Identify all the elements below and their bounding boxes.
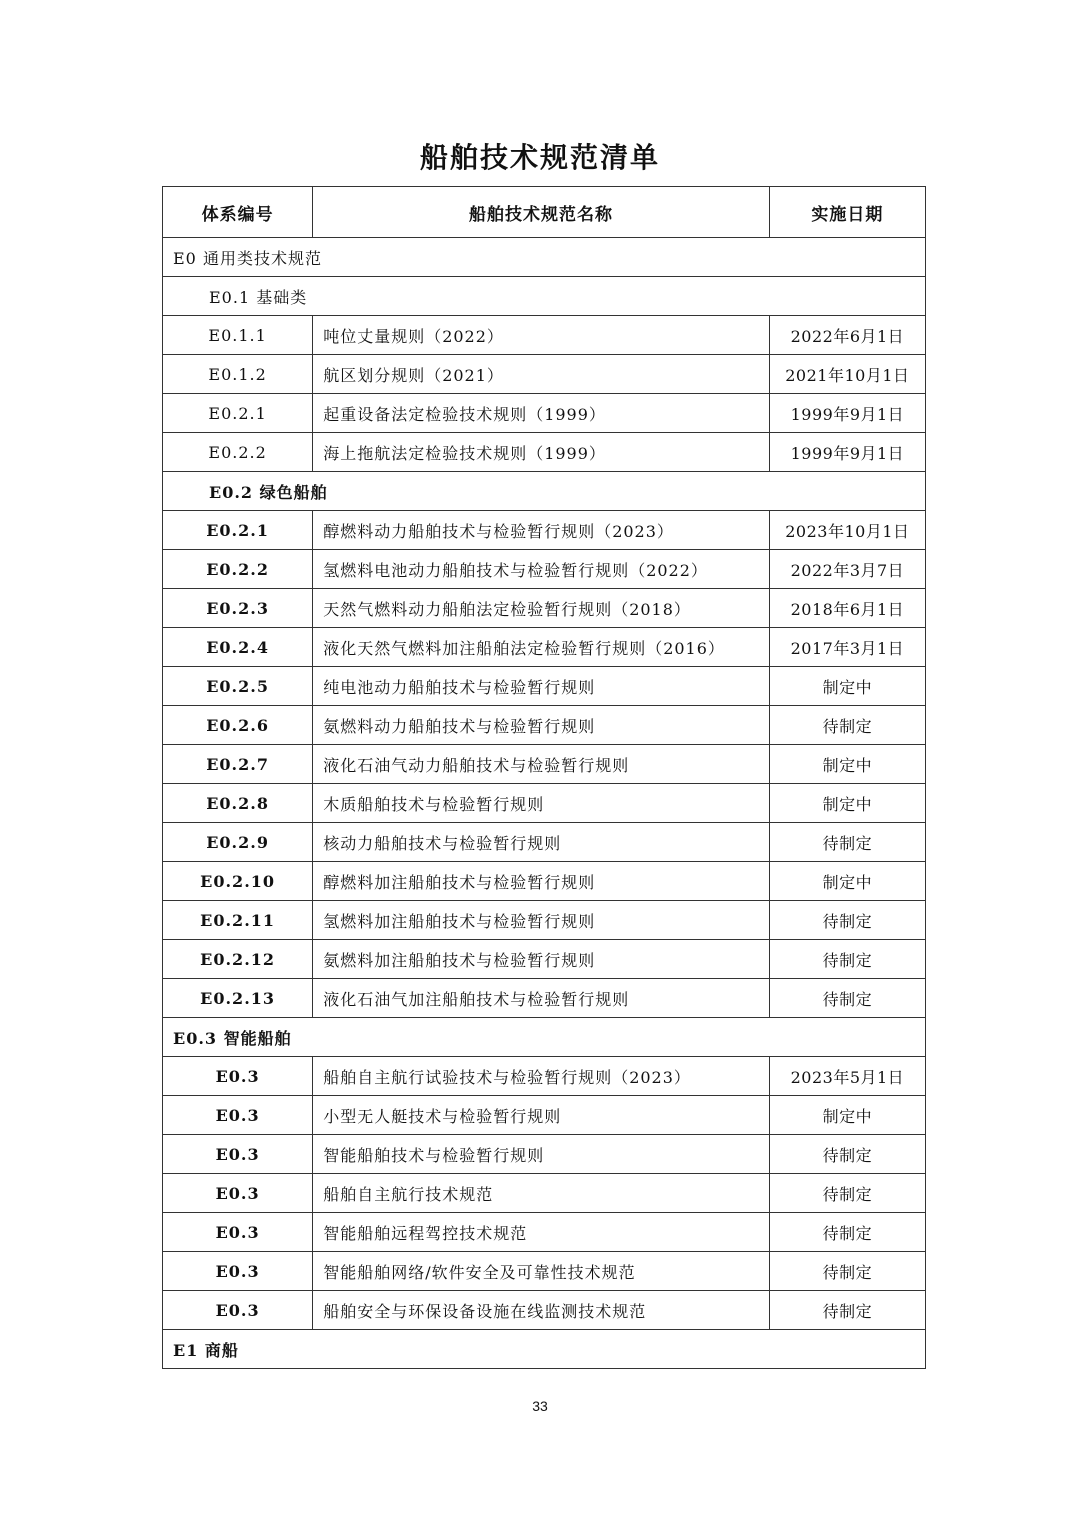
spec-name-cell: 吨位丈量规则（2022） [313,316,770,355]
spec-code-cell: E0.3 [163,1057,313,1096]
subsection-row [163,472,926,511]
spec-name-cell: 木质船舶技术与检验暂行规则 [313,784,770,823]
spec-date-cell: 待制定 [769,1213,925,1252]
header-code: 体系编号 [163,187,313,238]
spec-name-cell: 智能船舶远程驾控技术规范 [313,1213,770,1252]
spec-date-cell: 1999年9月1日 [769,394,925,433]
table-body [163,238,926,1369]
spec-code-cell: E0.2.4 [163,628,313,667]
spec-code-cell: E0.2.7 [163,745,313,784]
spec-date-cell: 待制定 [769,823,925,862]
spec-name-cell: 海上拖航法定检验技术规则（1999） [313,433,770,472]
spec-name-cell: 智能船舶技术与检验暂行规则 [313,1135,770,1174]
spec-date-cell: 2022年3月7日 [769,550,925,589]
spec-code-cell: E0.3 [163,1096,313,1135]
spec-name-cell: 液化天然气燃料加注船舶法定检验暂行规则（2016） [313,628,770,667]
spec-name-cell: 智能船舶网络/软件安全及可靠性技术规范 [313,1252,770,1291]
spec-date-cell: 制定中 [769,784,925,823]
table-row [163,511,926,550]
page-title: 船舶技术规范清单 [419,141,660,174]
spec-date-cell: 待制定 [769,1135,925,1174]
spec-name-cell: 氨燃料加注船舶技术与检验暂行规则 [313,940,770,979]
table-row [163,433,926,472]
spec-date-cell: 2018年6月1日 [769,589,925,628]
section-row [163,1330,926,1369]
table-row [163,1252,926,1291]
spec-name-cell: 氨燃料动力船舶技术与检验暂行规则 [313,706,770,745]
spec-date-cell: 待制定 [769,1252,925,1291]
spec-date-cell: 2022年6月1日 [769,316,925,355]
spec-date-cell: 2023年10月1日 [769,511,925,550]
spec-date-cell: 1999年9月1日 [769,433,925,472]
spec-code-cell: E0.2.2 [163,550,313,589]
table-row [163,316,926,355]
spec-name-cell: 船舶自主航行试验技术与检验暂行规则（2023） [313,1057,770,1096]
spec-date-cell: 待制定 [769,706,925,745]
header-name: 船舶技术规范名称 [313,187,770,238]
spec-name-cell: 船舶安全与环保设备设施在线监测技术规范 [313,1291,770,1330]
spec-code-cell: E0.2.5 [163,667,313,706]
spec-code-cell: E0.3 [163,1291,313,1330]
spec-name-cell: 氢燃料加注船舶技术与检验暂行规则 [313,901,770,940]
spec-code-cell: E0.2.6 [163,706,313,745]
section-title: E1 商船 [163,1330,926,1369]
spec-date-cell: 制定中 [769,1096,925,1135]
spec-date-cell: 制定中 [769,667,925,706]
table-row [163,355,926,394]
spec-date-cell: 待制定 [769,1291,925,1330]
spec-code-cell: E0.2.3 [163,589,313,628]
spec-code-cell: E0.2.9 [163,823,313,862]
spec-code-cell: E0.2.11 [163,901,313,940]
spec-date-cell: 制定中 [769,862,925,901]
table-row [163,1096,926,1135]
section-title: E0.3 智能船舶 [163,1018,926,1057]
spec-name-cell: 纯电池动力船舶技术与检验暂行规则 [313,667,770,706]
spec-name-cell: 航区划分规则（2021） [313,355,770,394]
table-row [163,1174,926,1213]
table-row [163,550,926,589]
spec-code-cell: E0.2.1 [163,511,313,550]
spec-name-cell: 氢燃料电池动力船舶技术与检验暂行规则（2022） [313,550,770,589]
spec-code-cell: E0.3 [163,1213,313,1252]
section-title: E0 通用类技术规范 [163,238,926,277]
table-row [163,979,926,1018]
spec-name-cell: 液化石油气动力船舶技术与检验暂行规则 [313,745,770,784]
spec-date-cell: 待制定 [769,940,925,979]
spec-code-cell: E0.2.13 [163,979,313,1018]
spec-name-cell: 核动力船舶技术与检验暂行规则 [313,823,770,862]
table-row [163,394,926,433]
spec-name-cell: 液化石油气加注船舶技术与检验暂行规则 [313,979,770,1018]
spec-code-cell: E0.2.2 [163,433,313,472]
table-row [163,862,926,901]
spec-date-cell: 待制定 [769,1174,925,1213]
spec-code-cell: E0.3 [163,1135,313,1174]
spec-code-cell: E0.2.10 [163,862,313,901]
table-row [163,1135,926,1174]
spec-name-cell: 船舶自主航行技术规范 [313,1174,770,1213]
spec-date-cell: 2017年3月1日 [769,628,925,667]
spec-table [162,186,926,1369]
spec-code-cell: E0.2.8 [163,784,313,823]
table-row [163,1213,926,1252]
table-row [163,589,926,628]
spec-code-cell: E0.3 [163,1174,313,1213]
spec-name-cell: 天然气燃料动力船舶法定检验暂行规则（2018） [313,589,770,628]
section-row [163,1018,926,1057]
spec-date-cell: 2023年5月1日 [769,1057,925,1096]
spec-name-cell: 醇燃料动力船舶技术与检验暂行规则（2023） [313,511,770,550]
spec-code-cell: E0.2.12 [163,940,313,979]
table-row [163,628,926,667]
spec-name-cell: 小型无人艇技术与检验暂行规则 [313,1096,770,1135]
header-date: 实施日期 [769,187,925,238]
table-row [163,667,926,706]
table-row [163,784,926,823]
section-row [163,238,926,277]
table-row [163,1291,926,1330]
table-row [163,745,926,784]
spec-code-cell: E0.2.1 [163,394,313,433]
subsection-title: E0.2 绿色船舶 [163,472,926,511]
spec-date-cell: 制定中 [769,745,925,784]
spec-name-cell: 醇燃料加注船舶技术与检验暂行规则 [313,862,770,901]
spec-code-cell: E0.3 [163,1252,313,1291]
table-row [163,901,926,940]
table-row [163,1057,926,1096]
table-header-row [163,187,926,238]
table-row [163,940,926,979]
spec-date-cell: 待制定 [769,901,925,940]
spec-date-cell: 2021年10月1日 [769,355,925,394]
spec-code-cell: E0.1.1 [163,316,313,355]
spec-code-cell: E0.1.2 [163,355,313,394]
subsection-title: E0.1 基础类 [163,277,926,316]
spec-name-cell: 起重设备法定检验技术规则（1999） [313,394,770,433]
subsection-row [163,277,926,316]
table-row [163,706,926,745]
page-number: 33 [532,1398,548,1414]
table-row [163,823,926,862]
spec-date-cell: 待制定 [769,979,925,1018]
